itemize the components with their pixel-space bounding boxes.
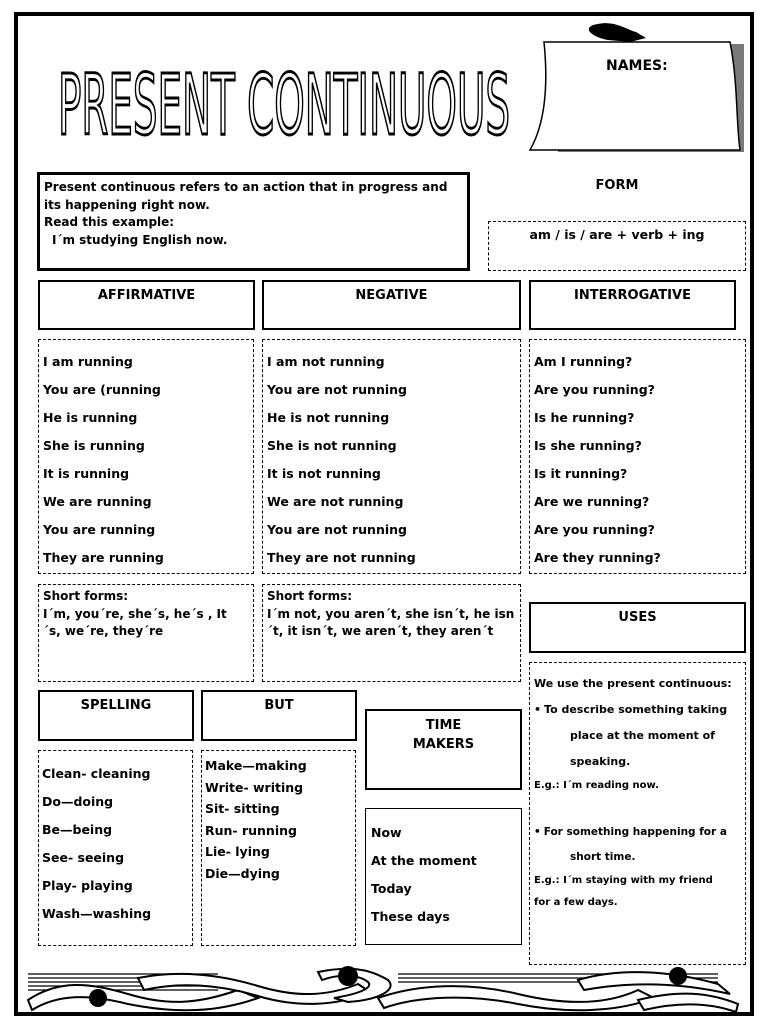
uses-header: USES	[529, 602, 746, 653]
short-forms-text: ´s, we´re, they´re	[43, 624, 164, 638]
list-item: He is running	[43, 410, 138, 425]
use-text: short time.	[570, 851, 636, 863]
list-item: Is he running?	[534, 410, 635, 425]
definition-line: Present continuous refers to an action that in progress and	[44, 180, 448, 194]
time-makers-header	[365, 709, 522, 790]
use-text: speaking.	[570, 755, 631, 768]
list-item: Is it running?	[534, 466, 628, 481]
example-sentence: I´m studying English now.	[52, 232, 228, 247]
list-item: Are they running?	[534, 550, 661, 565]
list-item: Lie- lying	[205, 844, 270, 859]
list-item: Die—dying	[205, 865, 280, 881]
use-text: place at the moment of	[570, 729, 715, 742]
list-item: Play- playing	[42, 878, 133, 893]
list-item: You are not running	[267, 382, 407, 397]
use-item	[534, 697, 741, 723]
names-paper-illustration	[518, 22, 750, 162]
title-text: PRESENT CONTINUOUS	[58, 57, 511, 156]
time-makers-title: MAKERS	[412, 737, 475, 752]
interrogative-list	[529, 339, 746, 574]
list-item: Wash—washing	[42, 906, 152, 921]
definition-box	[37, 172, 470, 271]
but-list	[201, 750, 356, 946]
use-example: E.g.: I´m staying with my friend	[534, 875, 713, 886]
definition-line: its happening right now.	[44, 197, 210, 212]
list-item: Make—making	[205, 758, 307, 773]
decorative-ribbon-border	[18, 960, 750, 1014]
use-example: for a few days.	[534, 897, 618, 908]
list-item: She is running	[43, 438, 145, 453]
form-formula: am / is / are + verb + ing	[488, 221, 746, 271]
list-item: Are we running?	[534, 494, 650, 509]
list-item: Am I running?	[534, 354, 633, 369]
short-forms-text: ´t, it isn´t, we aren´t, they aren´t	[267, 624, 494, 638]
negative-list	[262, 339, 521, 574]
spelling-header: SPELLING	[38, 690, 194, 741]
negative-header: NEGATIVE	[262, 280, 521, 330]
time-makers-list	[365, 808, 522, 945]
list-item: I am not running	[267, 354, 385, 369]
list-item: You are not running	[267, 522, 407, 537]
short-forms-label: Short forms:	[43, 589, 129, 603]
clip-icon	[589, 23, 646, 42]
list-item: We are running	[43, 494, 152, 509]
list-item: Run- running	[205, 822, 297, 838]
list-item: Sit- sitting	[205, 801, 280, 816]
interrogative-header: INTERROGATIVE	[529, 280, 736, 330]
affirmative-header: AFFIRMATIVE	[38, 280, 255, 330]
short-forms-negative	[262, 584, 521, 682]
use-text: To describe something taking	[544, 703, 728, 716]
list-item: They are running	[43, 550, 164, 565]
affirmative-list	[38, 339, 254, 574]
short-forms-text: I´m, you´re, she´s, he´s , It	[43, 606, 227, 621]
list-item: See- seeing	[42, 850, 125, 865]
list-item: I am running	[43, 354, 133, 369]
list-item: Is she running?	[534, 438, 642, 453]
list-item: Do—doing	[42, 794, 114, 809]
page-title	[50, 40, 520, 160]
list-item: Today	[371, 881, 412, 896]
names-label: NAMES:	[606, 58, 668, 74]
list-item: Write- writing	[205, 779, 304, 795]
list-item: Are you running?	[534, 382, 655, 397]
list-item: Clean- cleaning	[42, 766, 151, 781]
list-item: Now	[371, 825, 402, 840]
list-item: You are running	[43, 522, 156, 537]
list-item: Are you running?	[534, 522, 655, 537]
short-forms-text: I´m not, you aren´t, she isn´t, he isn	[267, 606, 515, 621]
spacer	[534, 797, 741, 819]
list-item: Be—being	[42, 822, 113, 837]
uses-intro: We use the present continuous:	[534, 677, 732, 690]
use-example: E.g.: I´m reading now.	[534, 780, 659, 791]
list-item: It is running	[43, 466, 130, 481]
list-item: He is not running	[267, 410, 390, 425]
time-makers-title: TIME	[425, 718, 462, 733]
list-item: They are not running	[267, 550, 416, 565]
example-label: Read this example:	[44, 215, 175, 229]
short-forms-label: Short forms:	[267, 589, 353, 603]
list-item: At the moment	[371, 853, 477, 868]
list-item: It is not running	[267, 466, 381, 481]
form-label: FORM	[595, 178, 639, 193]
spelling-list	[38, 750, 193, 946]
use-text: For something happening for a	[543, 826, 727, 838]
short-forms-affirmative	[38, 584, 254, 682]
list-item: These days	[371, 909, 450, 924]
uses-box	[529, 662, 746, 965]
list-item: You are (running	[43, 382, 161, 397]
list-item: We are not running	[267, 494, 404, 509]
but-header: BUT	[201, 690, 357, 741]
list-item: She is not running	[267, 438, 397, 453]
use-item	[534, 819, 741, 845]
